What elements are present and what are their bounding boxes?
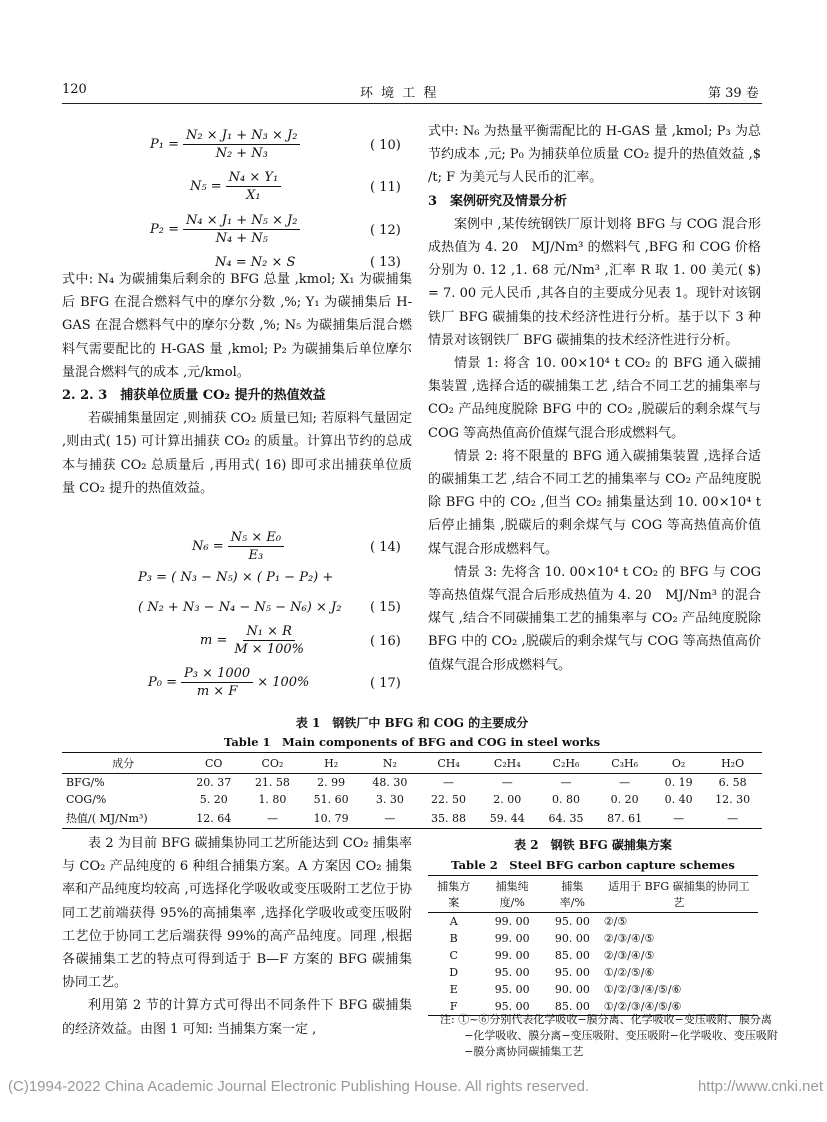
table-cell: — <box>384 811 396 825</box>
table-cell: 0. 40 <box>664 793 693 806</box>
table-cell: 3. 30 <box>375 793 404 806</box>
column-header: 捕集纯度/% <box>495 880 529 909</box>
table-cell: 2. 99 <box>317 776 346 789</box>
table-cell: ①/②/③/④/⑤/⑥ <box>603 983 682 996</box>
table-row <box>62 774 762 792</box>
table-cell: — <box>560 776 572 789</box>
table-cell: 48. 30 <box>372 776 408 789</box>
equation <box>192 530 288 563</box>
table-cell: ②/③/④/⑤ <box>603 949 655 962</box>
table-cell: 99. 00 <box>494 932 530 945</box>
column-header: CO <box>205 756 223 770</box>
fraction <box>228 530 284 563</box>
paragraph: 情景 1: 将含 10. 00×10⁴ t CO₂ 的 BFG 通入碳捕集装置 ,选择合适的碳捕集工艺 ,结合不同工艺的捕集率与 CO₂ 产品纯度脱除 BFG 中的 CO₂ ,脱碳后的剩余煤气与 COG 等高热值高价值煤气混合形成燃料气。 <box>428 356 761 441</box>
equation-lhs: P₃ = ( N₃ − N₅) × ( P₁ − P₂) + <box>138 570 334 585</box>
column-header: H₂O <box>721 756 745 770</box>
paragraph: 表 2 为目前 BFG 碳捕集协同工艺所能达到 CO₂ 捕集率与 CO₂ 产品纯度的 6 种组合捕集方案。A 方案因 CO₂ 捕集率和产品纯度均较高 ,可选择化学吸收或变压吸附工艺位于协同工艺前端获得 95%的高捕集率 ,选择化学吸收或变压吸附工艺位于协同工艺后端获得 99%的高产品纯度。同理 ,根据各碳捕集工艺的特点可得到适于 B—F 方案的 BFG 碳捕集协同工艺。 <box>62 836 412 991</box>
fraction <box>183 128 301 161</box>
fraction <box>181 666 253 699</box>
equation-number: ( 14) <box>370 540 401 555</box>
table1 <box>62 752 762 829</box>
table-row <box>62 791 762 808</box>
equation-number: ( 11) <box>370 180 401 195</box>
paragraph: 情景 2: 将不限量的 BFG 通入碳捕集装置 ,选择合适的碳捕集工艺 ,结合不同工艺的捕集率与 CO₂ 产品纯度脱除 BFG 中的 CO₂ ,但当 CO₂ 捕集量达到 10. 00×10⁴ t 后停止捕集 ,脱碳后的剩余煤气与 COG 等高热值高价值煤气混合形成燃料气。 <box>428 448 761 557</box>
copyright: (C)1994-2022 China Academic Journal Electronic Publishing House. All rights reserved. <box>8 1078 590 1095</box>
table-cell: 90. 00 <box>554 983 590 996</box>
left-column-bottom <box>62 832 412 1041</box>
table-cell: 95. 00 <box>554 966 590 979</box>
table-cell: — <box>266 811 278 825</box>
paragraph: 利用第 2 节的计算方式可得出不同条件下 BFG 碳捕集的经济效益。由图 1 可知: 当捕集方案一定 , <box>62 998 412 1037</box>
table-cell: 99. 00 <box>494 949 530 962</box>
table-cell: 0. 80 <box>551 793 580 806</box>
numerator: N₅ × E₀ <box>228 530 284 547</box>
equation-lhs: N₄ = N₂ × S <box>215 255 296 270</box>
column-header: C₂H₆ <box>552 756 580 770</box>
equation-number: ( 16) <box>370 634 401 649</box>
table-cell: F <box>449 1000 458 1013</box>
table-cell: 0. 20 <box>610 793 639 806</box>
table-cell: 51. 60 <box>313 793 349 806</box>
equation <box>150 213 304 246</box>
table-cell: 64. 35 <box>548 811 584 825</box>
table2-note: 注: ①~⑥分别代表化学吸收−膜分离、化学吸收−变压吸附、膜分离−化学吸收、膜分离−变压吸附、变压吸附−化学吸收、变压吸附−膜分离协同碳捕集工艺 <box>440 1013 778 1058</box>
equation-number: ( 13) <box>370 255 401 270</box>
table-cell: 95. 00 <box>494 983 530 996</box>
table2-title-en: Table 2 Steel BFG carbon capture schemes <box>451 858 735 872</box>
table-cell: D <box>449 966 459 979</box>
table-cell: ①/②/⑤/⑥ <box>603 966 655 979</box>
table-cell: 90. 00 <box>554 932 590 945</box>
table-cell: — <box>727 811 739 825</box>
footer <box>8 1078 823 1095</box>
fraction <box>183 213 301 246</box>
equation-lhs: ( N₂ + N₃ − N₄ − N₅ − N₆) × J₂ <box>138 600 342 615</box>
equation-lhs: m = <box>200 633 228 648</box>
table-cell: 95. 00 <box>554 915 590 928</box>
denominator: N₂ + N₃ <box>215 146 268 161</box>
table2 <box>428 875 758 1016</box>
column-header: CH₄ <box>437 756 460 770</box>
column-header: C₂H₄ <box>493 756 521 770</box>
table-cell: ②/③/④/⑤ <box>603 932 655 945</box>
column-header: O₂ <box>671 756 686 770</box>
journal-name: 环 境 工 程 <box>360 86 439 101</box>
table-cell: 12. 64 <box>196 811 232 825</box>
table-cell: E <box>449 983 458 996</box>
equation <box>200 624 311 657</box>
table1-title-en: Table 1 Main components of BFG and COG in steel works <box>223 735 601 749</box>
numerator: N₄ × Y₁ <box>226 170 282 187</box>
table-cell: 0. 19 <box>664 776 693 789</box>
section-heading: 2. 2. 3 捕获单位质量 CO₂ 提升的热值效益 <box>62 388 326 404</box>
left-column-top <box>62 268 412 500</box>
table-row <box>428 913 758 931</box>
table-cell: 热值/( MJ/Nm³) <box>66 812 148 825</box>
table-cell: BFG/% <box>66 776 105 789</box>
table-cell: 1. 80 <box>258 793 287 806</box>
column-header: 适用于 BFG 碳捕集的协同工艺 <box>608 880 750 909</box>
table-cell: 20. 37 <box>196 776 232 789</box>
table-cell: B <box>449 932 458 945</box>
equation-number: ( 17) <box>370 676 401 691</box>
table-cell: ①/②/③/④/⑤/⑥ <box>603 1000 682 1013</box>
column-header: N₂ <box>382 756 397 770</box>
table-cell: A <box>449 915 458 928</box>
equation-lhs: N₅ = <box>190 179 222 194</box>
column-header: C₃H₆ <box>611 756 639 770</box>
denominator: N₄ + N₅ <box>215 231 268 246</box>
equation-lhs: P₂ = <box>150 222 179 237</box>
table-cell: — <box>619 776 631 789</box>
column-header: 捕集方案 <box>437 880 471 909</box>
page-number: 120 <box>62 82 87 97</box>
table-cell: 95. 00 <box>494 966 530 979</box>
equation <box>150 128 304 161</box>
equation <box>190 170 285 203</box>
equation <box>148 666 309 699</box>
table-cell: 21. 58 <box>254 776 290 789</box>
column-header: H₂ <box>324 756 339 770</box>
volume: 第 39 卷 <box>708 86 759 101</box>
table-cell: 12. 30 <box>715 793 751 806</box>
table-cell: 5. 20 <box>199 793 228 806</box>
table-cell: 59. 44 <box>489 811 525 825</box>
table-row <box>62 808 762 829</box>
section-heading: 3 案例研究及情景分析 <box>428 193 568 209</box>
denominator: m × F <box>196 684 238 699</box>
table-cell: — <box>501 776 513 789</box>
column-header: CO₂ <box>261 756 284 770</box>
table-row <box>428 947 758 964</box>
denominator: M × 100% <box>234 642 304 657</box>
table-cell: 10. 79 <box>313 811 349 825</box>
table-cell: — <box>443 776 455 789</box>
table-cell: 2. 00 <box>493 793 522 806</box>
paragraph: 案例中 ,某传统钢铁厂原计划将 BFG 与 COG 混合形成热值为 4. 20 MJ/Nm³ 的燃料气 ,BFG 和 COG 价格分别为 0. 12 ,1. 68 元/Nm³ ,汇率 R 取 1. 00 美元( $) = 7. 00 元人民币 ,其各自的主要成分见表 1。现针对该钢铁厂 BFG 碳捕集的技术经济性进行分析。基于以下 3 种情景对该钢铁厂 BFG 碳捕集的技术经济性进行分析。 <box>428 216 761 348</box>
table-cell: 22. 50 <box>431 793 467 806</box>
equation-number: ( 12) <box>370 223 401 238</box>
table-cell: 35. 88 <box>431 811 467 825</box>
paragraph: 情景 3: 先将含 10. 00×10⁴ t CO₂ 的 BFG 与 COG 等高热值煤气混合后形成热值为 4. 20 MJ/Nm³ 的混合煤气 ,结合不同碳捕集工艺的捕集率与 CO₂ 产品纯度脱除 BFG 中的 CO₂ ,脱碳后的剩余煤气与 COG 等高热值高价值煤气混合形成燃料气。 <box>428 564 761 673</box>
table-cell: ②/⑤ <box>603 915 628 928</box>
numerator: P₃ × 1000 <box>181 666 253 683</box>
equation <box>138 570 333 585</box>
website-link[interactable]: http://www.cnki.net <box>697 1078 823 1095</box>
table1-title-cn: 表 1 钢铁厂中 BFG 和 COG 的主要成分 <box>295 716 529 730</box>
table-row <box>428 981 758 998</box>
denominator: X₁ <box>246 188 261 203</box>
fraction <box>226 170 282 203</box>
table-cell: 85. 00 <box>554 1000 590 1013</box>
equation-number: ( 15) <box>370 600 401 615</box>
equation-number: ( 10) <box>370 138 401 153</box>
table-cell: COG/% <box>66 793 107 806</box>
equation-tail: × 100% <box>257 675 310 690</box>
denominator: E₃ <box>248 548 264 563</box>
numerator: N₂ × J₁ + N₃ × J₂ <box>183 128 301 145</box>
column-header: 捕集率/% <box>559 880 585 909</box>
table-row <box>428 930 758 947</box>
table-cell: 87. 61 <box>607 811 643 825</box>
equation-lhs: N₆ = <box>192 539 224 554</box>
fraction <box>231 624 307 657</box>
numerator: N₄ × J₁ + N₅ × J₂ <box>183 213 301 230</box>
table-cell: 85. 00 <box>554 949 590 962</box>
equation-lhs: P₀ = <box>148 675 177 690</box>
table2-title-cn: 表 2 钢铁 BFG 碳捕集方案 <box>514 838 672 852</box>
right-column <box>428 120 761 677</box>
numerator: N₁ × R <box>243 624 295 641</box>
table-cell: 6. 58 <box>718 776 747 789</box>
paragraph: 若碳捕集量固定 ,则捕获 CO₂ 质量已知; 若原料气量固定 ,则由式( 15) 可计算出捕获 CO₂ 的质量。计算出节约的总成本与捕获 CO₂ 总质量后 ,再用式( 16) 即可求出捕获单位质量 CO₂ 提升的热值效益。 <box>62 411 412 496</box>
table-row <box>428 964 758 981</box>
paragraph: 式中: N₄ 为碳捕集后剩余的 BFG 总量 ,kmol; X₁ 为碳捕集后 BFG 在混合燃料气中的摩尔分数 ,%; Y₁ 为碳捕集后 H-GAS 在混合燃料气中的摩尔分数 ,%; N₅ 为碳捕集后混合燃料气需要配比的 H-GAS 量 ,kmol; P₂ 为碳捕集后单位摩尔量混合燃料气的成本 ,元/kmol。 <box>62 272 412 380</box>
paragraph: 式中: N₆ 为热量平衡需配比的 H-GAS 量 ,kmol; P₃ 为总节约成本 ,元; P₀ 为捕获单位质量 CO₂ 提升的热值效益 ,$ /t; F 为美元与人民币的汇率。 <box>428 124 761 186</box>
equation-lhs: P₁ = <box>150 137 179 152</box>
equation <box>138 600 341 615</box>
header-rule <box>62 103 762 104</box>
table-cell: C <box>449 949 458 962</box>
column-header: 成分 <box>112 757 135 770</box>
table-cell: 99. 00 <box>494 915 530 928</box>
table-cell: — <box>673 811 685 825</box>
table-cell: 95. 00 <box>494 1000 530 1013</box>
